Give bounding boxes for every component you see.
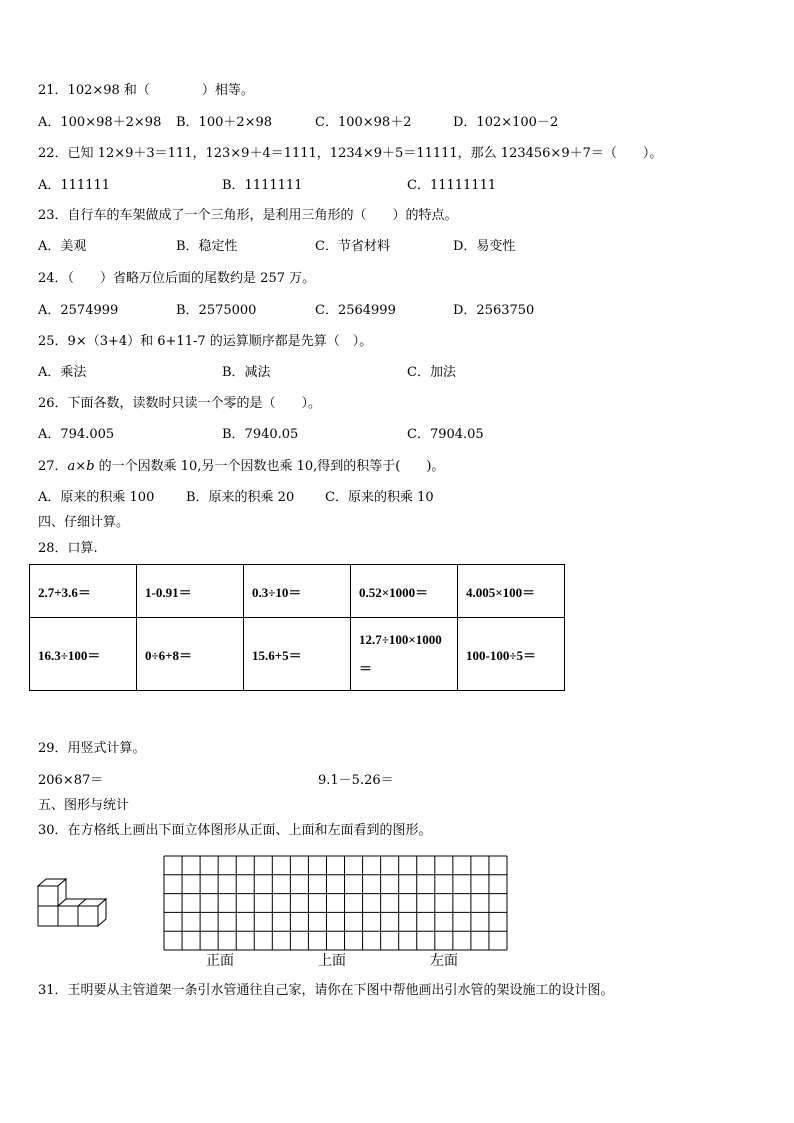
table-row — [30, 565, 565, 618]
table-cell[interactable] — [351, 618, 458, 691]
q27-option-b[interactable]: B．原来的积乘 20 — [186, 490, 295, 505]
top-view-label: 上面 — [318, 953, 346, 969]
question-27-stem — [38, 459, 444, 475]
q26-option-c[interactable]: C．7904.05 — [407, 427, 484, 442]
q27-stem-text: 的一个因数乘 10,另一个因数也乘 10,得到的积等于( )。 — [94, 459, 445, 474]
question-23-stem: 23．自行车的车架做成了一个三角形，是利用三角形的（ ）的特点。 — [38, 208, 458, 223]
table-cell[interactable]: 0.3÷10＝ — [244, 565, 351, 618]
q23-option-b[interactable]: B．稳定性 — [176, 239, 238, 254]
q22-option-a[interactable]: A．111111 — [38, 178, 111, 193]
q27-number: 27． — [38, 459, 68, 474]
q27-option-a[interactable]: A．原来的积乘 100 — [38, 490, 155, 505]
q24-option-c[interactable]: C．2564999 — [315, 303, 396, 318]
question-28-stem: 28．口算. — [38, 541, 98, 556]
q21-option-a[interactable]: A．100×98＋2×98 — [38, 115, 162, 130]
q21-option-c[interactable]: C．100×98＋2 — [315, 115, 412, 130]
q24-option-a[interactable]: A．2574999 — [38, 303, 119, 318]
q27-option-c[interactable]: C．原来的积乘 10 — [325, 490, 434, 505]
cell-expression: 12.7÷100×1000 — [359, 631, 442, 647]
table-cell[interactable]: 2.7+3.6＝ — [30, 565, 137, 618]
q21-option-b[interactable]: B．100＋2×98 — [176, 115, 273, 130]
question-29-stem: 29．用竖式计算。 — [38, 741, 146, 756]
q23-option-d[interactable]: D．易变性 — [453, 239, 516, 254]
q21-option-d[interactable]: D．102×100－2 — [453, 115, 559, 130]
table-cell[interactable]: 16.3÷100＝ — [30, 618, 137, 691]
question-25-stem: 25．9×（3+4）和 6+11-7 的运算顺序都是先算（ ）。 — [38, 334, 373, 349]
q22-option-c[interactable]: C．11111111 — [407, 178, 497, 193]
q23-option-a[interactable]: A．美观 — [38, 239, 87, 254]
front-view-label: 正面 — [206, 953, 234, 969]
left-view-label: 左面 — [430, 953, 458, 969]
q25-option-a[interactable]: A．乘法 — [38, 365, 87, 380]
question-21-stem: 21．102×98 和（ ）相等。 — [38, 83, 254, 98]
q22-option-b[interactable]: B．1111111 — [222, 178, 303, 193]
q24-option-d[interactable]: D．2563750 — [453, 303, 535, 318]
vertical-calc-item-2[interactable]: 9.1－5.26＝ — [318, 773, 394, 788]
q25-option-c[interactable]: C．加法 — [407, 365, 456, 380]
table-cell[interactable]: 100-100÷5＝ — [458, 618, 565, 691]
q26-option-a[interactable]: A．794.005 — [38, 427, 115, 442]
q27-expression: a×b — [67, 459, 95, 474]
question-24-stem: 24．（ ）省略万位后面的尾数约是 257 万。 — [38, 271, 316, 286]
question-30-stem: 30．在方格纸上画出下面立体图形从正面、上面和左面看到的图形。 — [38, 823, 432, 838]
q23-option-c[interactable]: C．节省材料 — [315, 239, 390, 254]
table-cell[interactable]: 4.005×100＝ — [458, 565, 565, 618]
section-heading-4: 四、仔细计算。 — [38, 515, 130, 530]
section-heading-5: 五、图形与统计 — [38, 798, 130, 813]
question-22-stem: 22．已知 12×9＋3＝111，123×9＋4＝1111，1234×9＋5＝11111，那么 123456×9＋7＝（ ）。 — [38, 146, 663, 161]
q25-option-b[interactable]: B．减法 — [222, 365, 271, 380]
q24-option-b[interactable]: B．2575000 — [176, 303, 257, 318]
table-cell[interactable]: 0.52×1000＝ — [351, 565, 458, 618]
cell-equals: ＝ — [359, 660, 373, 676]
q26-option-b[interactable]: B．7940.05 — [222, 427, 299, 442]
oral-calculation-table — [29, 564, 565, 691]
table-cell[interactable]: 15.6+5＝ — [244, 618, 351, 691]
question-26-stem: 26．下面各数，读数时只读一个零的是（ ）。 — [38, 396, 322, 411]
question-31-stem: 31．王明要从主管道架一条引水管通往自己家，请你在下图中帮他画出引水管的架设施工的设计图。 — [38, 983, 614, 998]
vertical-calc-item-1[interactable]: 206×87＝ — [38, 773, 104, 788]
grid-paper[interactable] — [163, 855, 508, 951]
table-cell[interactable]: 0÷6+8＝ — [137, 618, 244, 691]
cube-stack-figure — [36, 876, 112, 932]
table-row — [30, 618, 565, 691]
table-cell[interactable]: 1-0.91＝ — [137, 565, 244, 618]
